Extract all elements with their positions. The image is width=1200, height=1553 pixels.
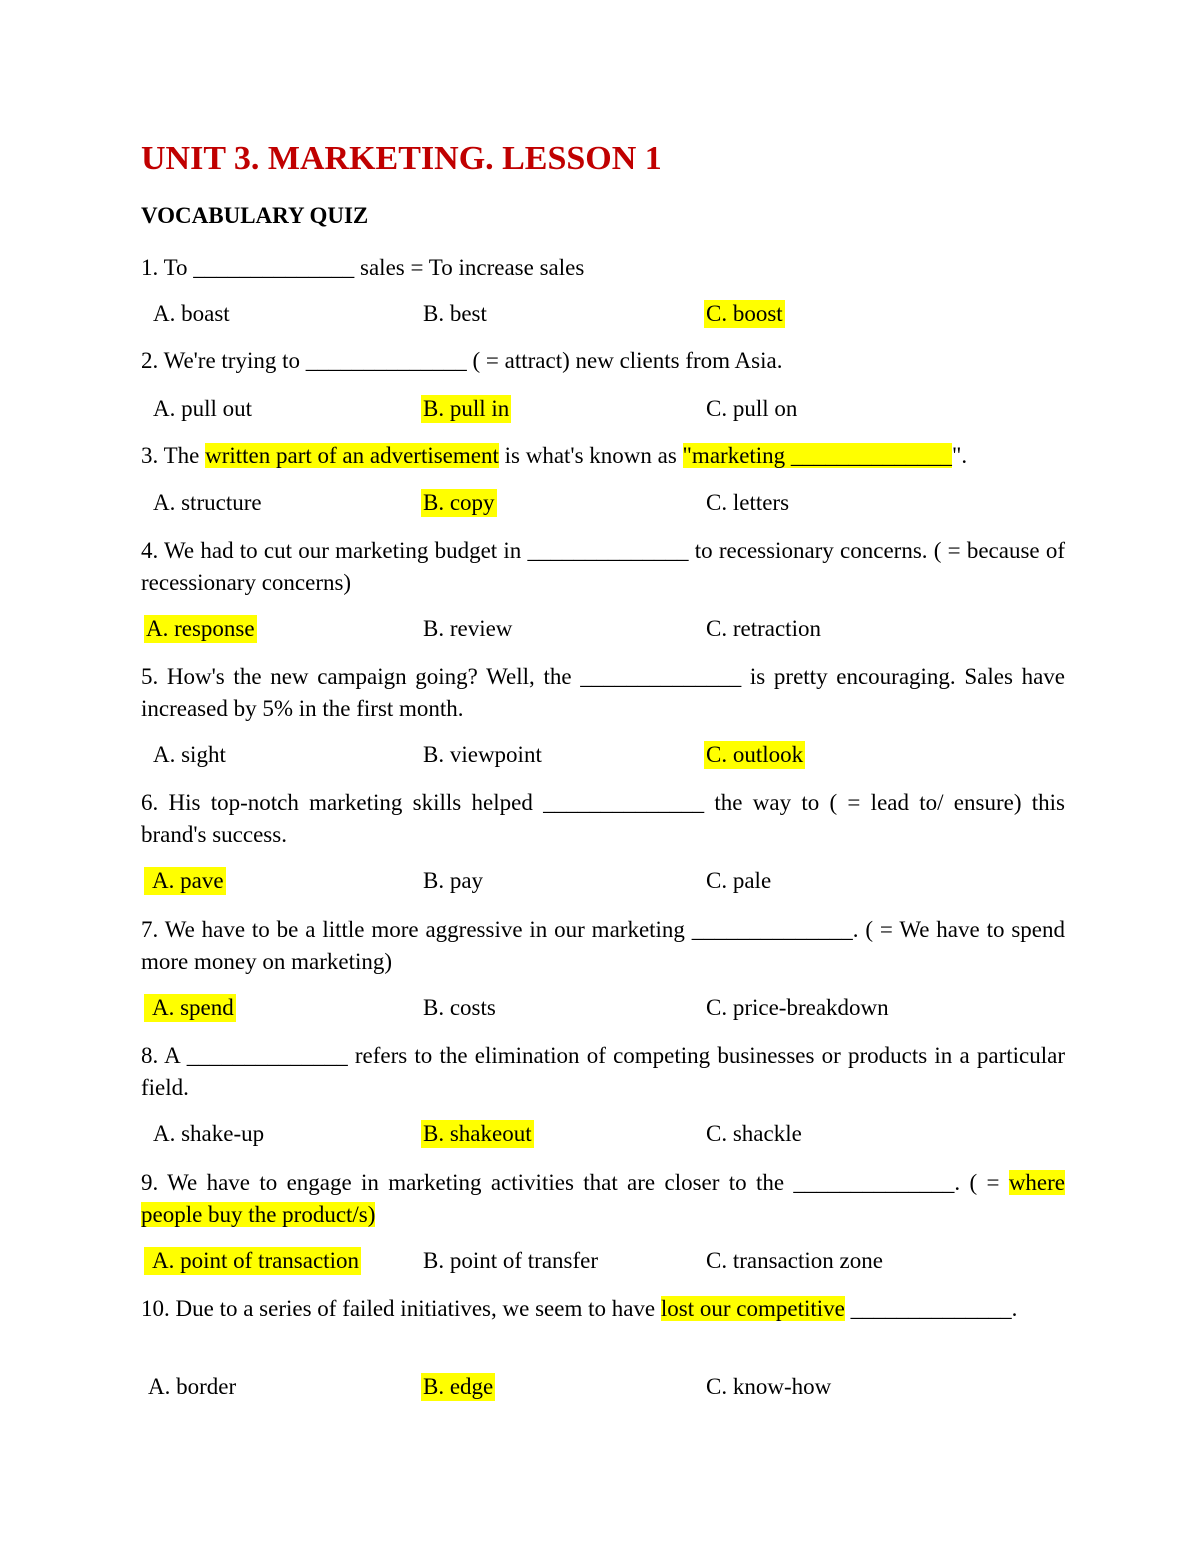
option-2b-correct[interactable]: B. pull in (423, 396, 510, 421)
question-text: 3. The (141, 443, 206, 468)
option-3b-correct[interactable]: B. copy (423, 490, 495, 515)
highlighted-clue: written part of an advertisement (205, 443, 499, 468)
option-1c-correct[interactable]: C. boost (706, 301, 783, 326)
option-7c[interactable]: C. price-breakdown (706, 995, 889, 1020)
option-7b[interactable]: B. costs (423, 995, 496, 1020)
question-text: 1. To ______________ sales = To increase sales (141, 255, 585, 280)
question-text: 2. We're trying to ______________ ( = attract) new clients from Asia. (141, 348, 783, 373)
option-2c[interactable]: C. pull on (706, 396, 798, 421)
option-5a[interactable]: A. sight (153, 742, 226, 767)
option-3c[interactable]: C. letters (706, 490, 790, 515)
option-4a-correct[interactable]: A. response (146, 616, 255, 641)
quiz-subtitle: VOCABULARY QUIZ (141, 203, 369, 228)
option-5b[interactable]: B. viewpoint (423, 742, 542, 767)
option-6c[interactable]: C. pale (706, 868, 772, 893)
option-8a[interactable]: A. shake-up (153, 1121, 265, 1146)
question-7 (141, 914, 1065, 978)
question-1 (141, 252, 1065, 284)
option-7a-correct[interactable]: A. spend (144, 994, 236, 1022)
option-4c[interactable]: C. retraction (706, 616, 821, 641)
option-10c[interactable]: C. know-how (706, 1374, 832, 1399)
question-6 (141, 787, 1065, 851)
option-1a[interactable]: A. boast (153, 301, 230, 326)
question-text: is what's known as (498, 443, 683, 468)
question-10 (141, 1293, 1065, 1325)
question-text: 5. How's the new campaign going? Well, the ______________ is pretty encouraging. Sales have increased by 5% in the first month. (141, 664, 1065, 721)
option-4b[interactable]: B. review (423, 616, 513, 641)
option-9b[interactable]: B. point of transfer (423, 1248, 599, 1273)
question-9 (141, 1167, 1065, 1231)
highlighted-clue: "marketing ______________ (682, 443, 952, 468)
option-5c-correct[interactable]: C. outlook (706, 742, 804, 767)
question-text: ______________. (844, 1296, 1018, 1321)
option-3a[interactable]: A. structure (153, 490, 262, 515)
option-2a[interactable]: A. pull out (153, 396, 253, 421)
option-10b-correct[interactable]: B. edge (423, 1374, 494, 1399)
highlighted-clue: lost our competitive (660, 1296, 845, 1321)
question-4 (141, 535, 1065, 599)
option-6b[interactable]: B. pay (423, 868, 484, 893)
highlighted-clue: where people buy the product/s) (141, 1170, 1065, 1227)
option-10a[interactable]: A. border (148, 1374, 237, 1399)
question-text: 8. A ______________ refers to the elimination of competing businesses or products in a particular field. (141, 1043, 1065, 1100)
option-9a-correct[interactable]: A. point of transaction (144, 1247, 361, 1275)
option-8b-correct[interactable]: B. shakeout (423, 1121, 532, 1146)
option-9c[interactable]: C. transaction zone (706, 1248, 883, 1273)
question-text: 6. His top-notch marketing skills helped ______________ the way to ( = lead to/ ensure) this brand's success. (141, 790, 1065, 847)
question-text: 10. Due to a series of failed initiatives, we seem to have (141, 1296, 661, 1321)
question-text: ". (951, 443, 968, 468)
option-6a-correct[interactable]: A. pave (144, 867, 226, 895)
question-text: 7. We have to be a little more aggressive in our marketing ______________. ( = We have to spend more money on marketing) (141, 917, 1065, 974)
question-3 (141, 440, 1065, 472)
option-1b[interactable]: B. best (423, 301, 487, 326)
page-title: UNIT 3. MARKETING. LESSON 1 (141, 140, 662, 177)
question-text: 9. We have to engage in marketing activities that are closer to the ______________. ( = (141, 1170, 1009, 1195)
question-text: 4. We had to cut our marketing budget in ______________ to recessionary concerns. ( = because of recessionary concerns) (141, 538, 1065, 595)
question-2 (141, 345, 1065, 377)
question-8 (141, 1040, 1065, 1104)
question-5 (141, 661, 1065, 725)
option-8c[interactable]: C. shackle (706, 1121, 802, 1146)
